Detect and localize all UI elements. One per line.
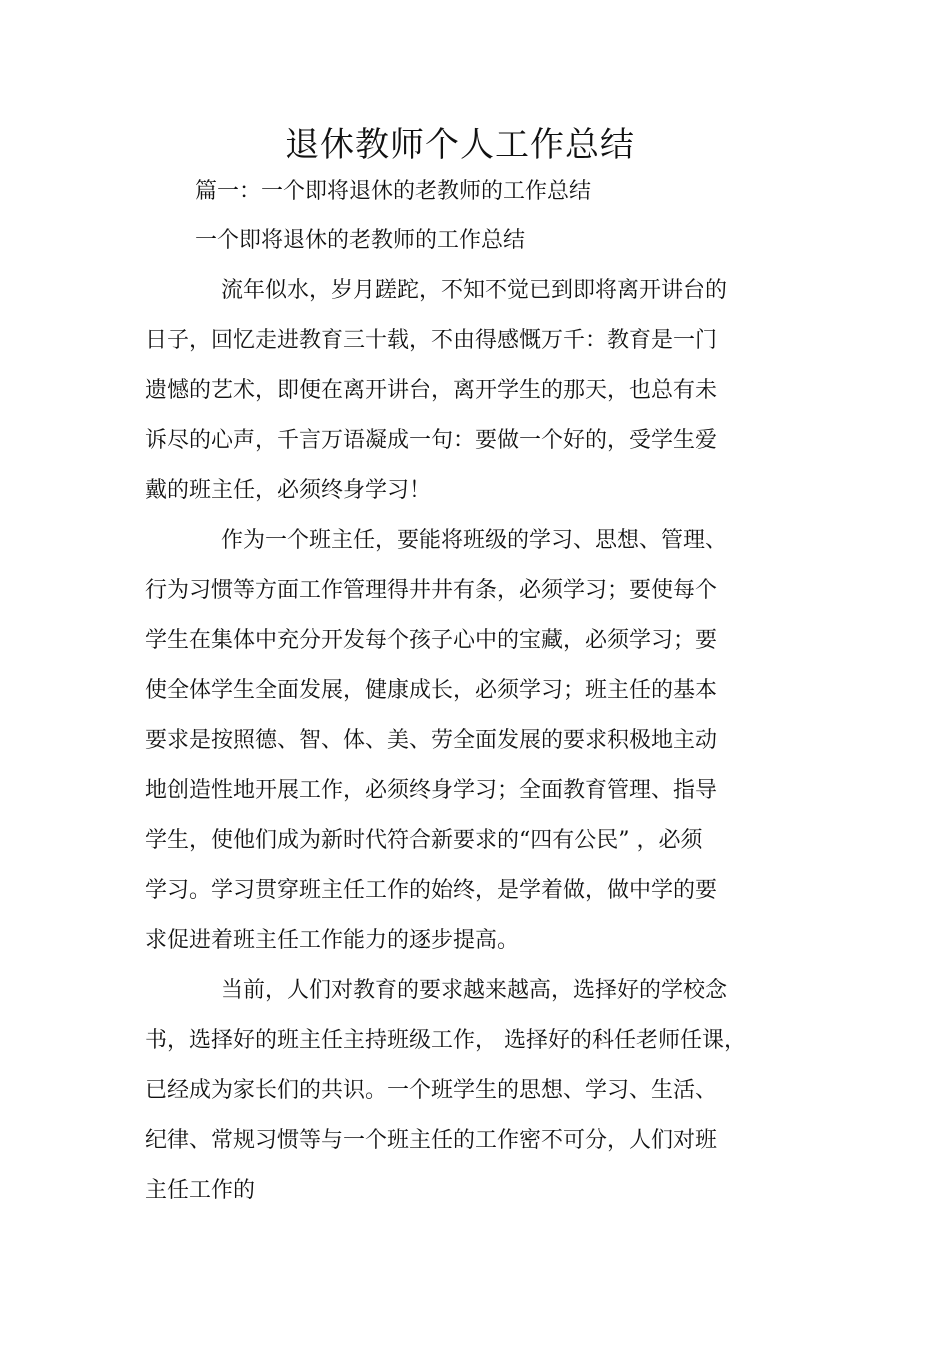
paragraph-line: 书，选择好的班主任主持班级工作， 选择好的科任老师任课， [145,1028,746,1053]
paragraph-line: 日子，回忆走进教育三十载，不由得感慨万千：教育是一门 [145,328,718,353]
paragraph-line: 学习。学习贯穿班主任工作的始终，是学着做，做中学的要 [145,878,718,903]
paragraph-line: 主任工作的 [145,1178,256,1203]
paragraph-line: 戴的班主任，必须终身学习！ [145,478,432,503]
document-title: 退休教师个人工作总结 [285,125,635,165]
paragraph-line: 要求是按照德、智、体、美、劳全面发展的要求积极地主动 [145,728,718,753]
paragraph-line: 作为一个班主任，要能将班级的学习、思想、管理、 [221,528,728,553]
paragraph-line: 流年似水，岁月蹉跎，不知不觉已到即将离开讲台的 [221,278,728,303]
section-heading: 一个即将退休的老教师的工作总结 [195,228,526,253]
paragraph-line: 使全体学生全面发展，健康成长，必须学习；班主任的基本 [145,678,718,703]
paragraph-line: 诉尽的心声，千言万语凝成一句：要做一个好的，受学生爱 [145,428,718,453]
paragraph-line: 学生，使他们成为新时代符合新要求的“四有公民” ，必须 [145,828,703,853]
paragraph-line: 遗憾的艺术，即便在离开讲台，离开学生的那天，也总有未 [145,378,718,403]
paragraph-line: 学生在集体中充分开发每个孩子心中的宝藏，必须学习；要 [145,628,718,653]
paragraph-line: 地创造性地开展工作，必须终身学习；全面教育管理、指导 [145,778,718,803]
paragraph-line: 当前，人们对教育的要求越来越高，选择好的学校念 [221,978,728,1003]
paragraph-line: 求促进着班主任工作能力的逐步提高。 [145,928,520,953]
paragraph-line: 纪律、常规习惯等与一个班主任的工作密不可分，人们对班 [145,1128,718,1153]
chapter-heading: 篇一：一个即将退休的老教师的工作总结 [195,179,592,204]
paragraph-line: 已经成为家长们的共识。一个班学生的思想、学习、生活、 [145,1078,718,1103]
paragraph-line: 行为习惯等方面工作管理得井井有条，必须学习；要使每个 [145,578,718,603]
